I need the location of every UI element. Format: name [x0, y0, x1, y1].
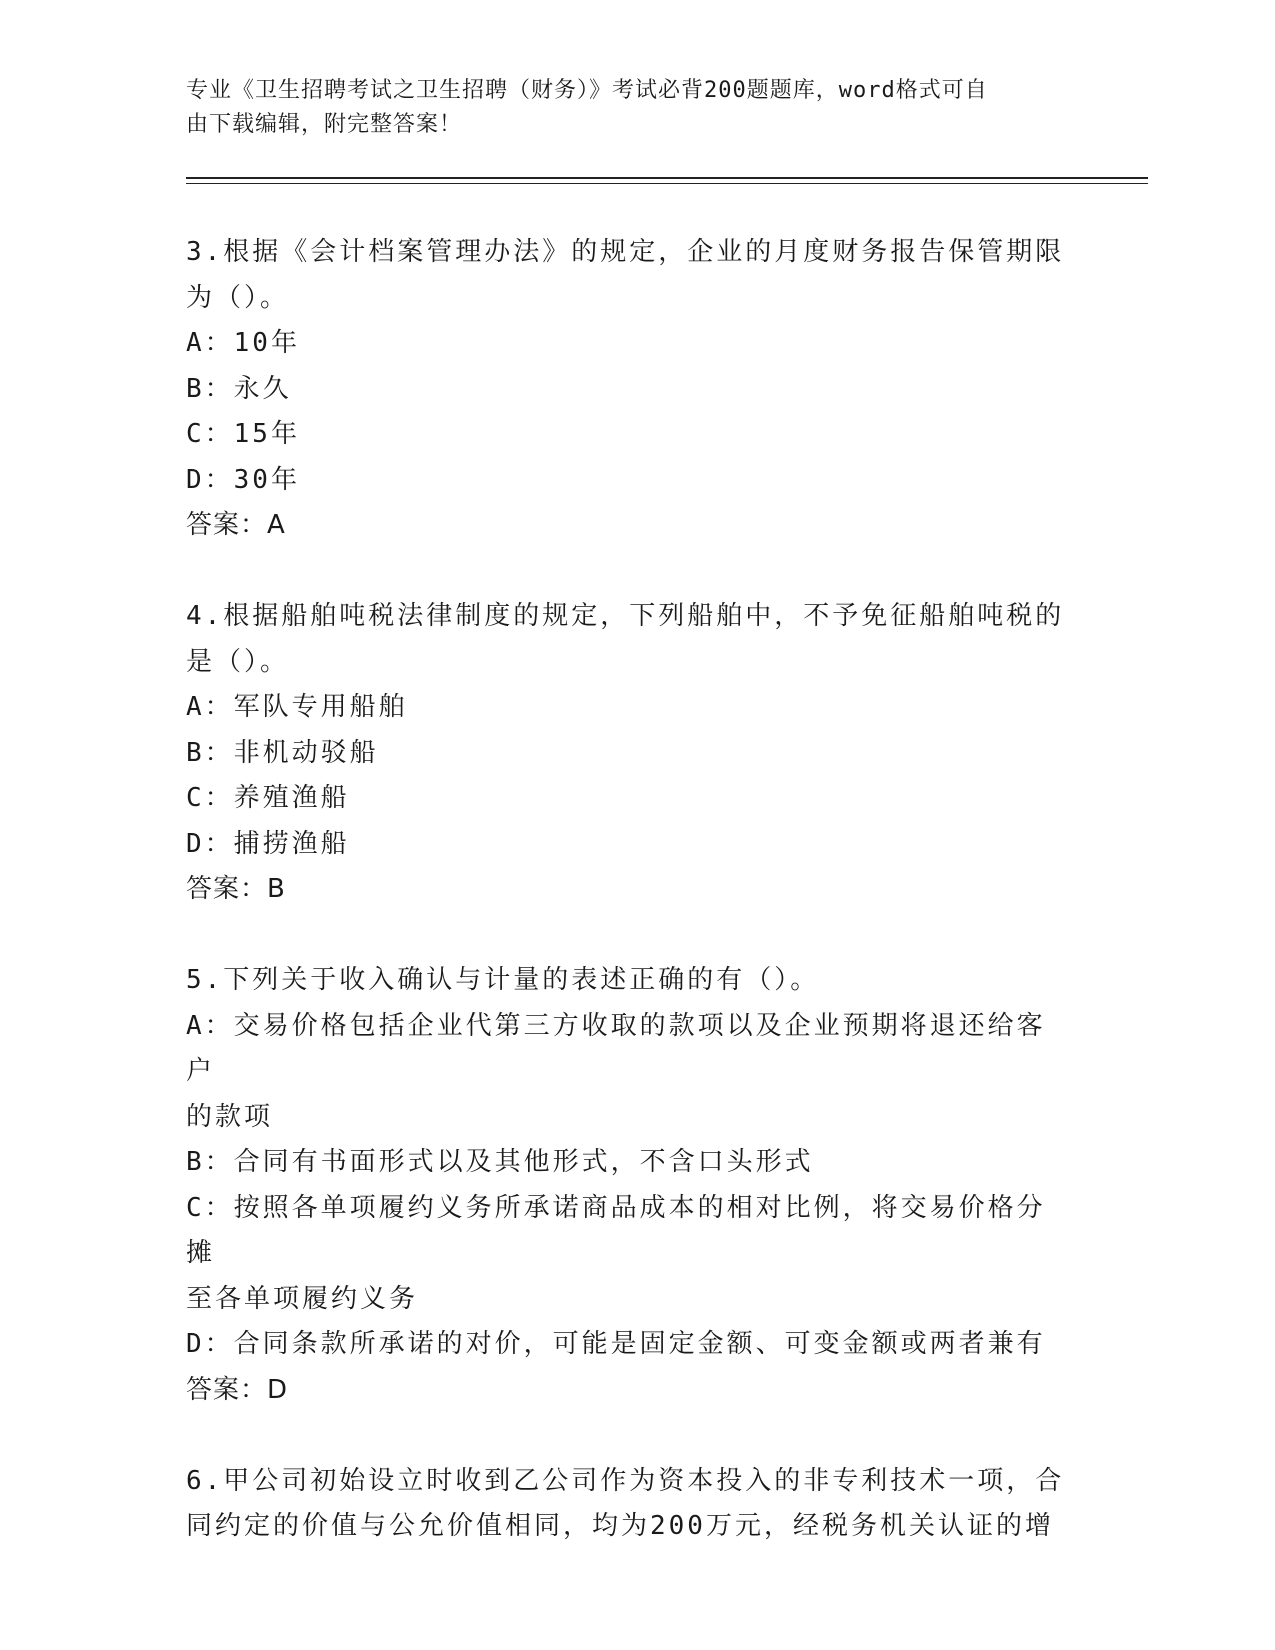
header-line: 专业《卫生招聘考试之卫生招聘（财务）》考试必背200题题库，word格式可自 — [186, 78, 988, 103]
header-line: 由下载编辑，附完整答案！ — [186, 112, 463, 137]
option-line: D：合同条款所承诺的对价，可能是固定金额、可变金额或两者兼有 — [186, 1329, 1046, 1359]
option-line: D：30年 — [186, 464, 300, 495]
option-line: B：永久 — [186, 373, 292, 404]
option-line: C：养殖渔船 — [186, 783, 350, 813]
question-stem: 同约定的价值与公允价值相同，均为200万元，经税务机关认证的增 — [186, 1511, 1054, 1541]
option-line: 至各单项履约义务 — [186, 1283, 419, 1314]
option-line: C：15年 — [186, 419, 300, 449]
option-line: A：交易价格包括企业代第三方收取的款项以及企业预期将退还给客户 — [186, 1010, 1046, 1086]
question-spacer — [186, 913, 1066, 959]
answer-label: 答案：D — [186, 1374, 289, 1405]
option-line: B：合同有书面形式以及其他形式，不含口头形式 — [186, 1147, 814, 1177]
header-divider — [186, 177, 1148, 179]
question-block — [186, 594, 1066, 913]
option-line: 的款项 — [186, 1101, 274, 1132]
option-line: A：10年 — [186, 328, 300, 358]
question-spacer — [186, 1413, 1066, 1459]
question-stem: 6.甲公司初始设立时收到乙公司作为资本投入的非专利技术一项，合 — [186, 1465, 1065, 1496]
option-line: B：非机动驳船 — [186, 737, 379, 768]
option-line: D：捕捞渔船 — [186, 828, 350, 859]
question-stem: 4.根据船舶吨税法律制度的规定，下列船舶中，不予免征船舶吨税的 — [186, 601, 1065, 631]
question-stem: 5.下列关于收入确认与计量的表述正确的有（）。 — [186, 965, 820, 995]
header-divider-thin — [186, 183, 1148, 184]
question-stem: 是（）。 — [186, 646, 290, 677]
question-stem: 为（）。 — [186, 282, 290, 313]
question-block — [186, 958, 1066, 1413]
question-stem: 3.根据《会计档案管理办法》的规定，企业的月度财务报告保管期限 — [186, 237, 1065, 267]
answer-label: 答案：B — [186, 874, 286, 904]
answer-label: 答案：A — [186, 510, 286, 540]
question-spacer — [186, 549, 1066, 595]
document-header — [186, 74, 1066, 142]
question-block — [186, 230, 1066, 549]
question-block — [186, 1459, 1066, 1550]
option-line: A：军队专用船舶 — [186, 692, 408, 722]
option-line: C：按照各单项履约义务所承诺商品成本的相对比例，将交易价格分摊 — [186, 1192, 1046, 1268]
question-list — [186, 230, 1066, 1550]
